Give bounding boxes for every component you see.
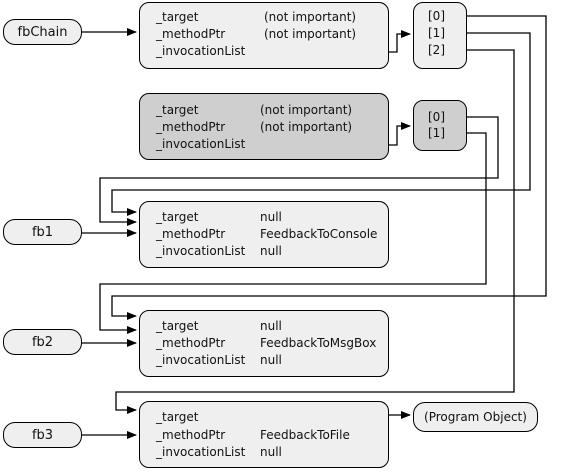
field-methodptr-label: _methodPtr — [156, 27, 226, 41]
field-methodptr-label: _methodPtr — [156, 336, 226, 350]
field-target-label: _target — [156, 10, 199, 24]
field-invocationlist-label: _invocationList — [156, 445, 246, 459]
field-target-value: null — [260, 210, 282, 224]
field-invocationlist-value: null — [260, 244, 282, 258]
field-methodptr-value: (not important) — [264, 27, 357, 41]
array-index-2: [2] — [428, 43, 445, 57]
array-index-1: [1] — [428, 26, 445, 40]
program-object-box — [413, 402, 538, 432]
field-target-value: (not important) — [260, 103, 353, 117]
field-methodptr-value: FeedbackToFile — [260, 428, 350, 442]
fb1-delegate-object — [139, 201, 389, 268]
outer-invocation-array — [413, 2, 467, 69]
field-target-label: _target — [156, 103, 199, 117]
field-invocationlist-label: _invocationList — [156, 244, 246, 258]
array-index-0: [0] — [428, 9, 445, 23]
fb1-variable-box — [3, 219, 82, 245]
field-methodptr-value: (not important) — [260, 120, 353, 134]
fb1-label: fb1 — [31, 224, 54, 240]
field-invocationlist-value: null — [260, 445, 282, 459]
fb3-variable-box — [3, 422, 82, 448]
program-object-label: (Program Object) — [424, 410, 527, 424]
fb3-label: fb3 — [31, 427, 54, 443]
field-methodptr-value: FeedbackToMsgBox — [260, 336, 377, 350]
previous-chain-delegate-object — [139, 93, 389, 160]
fb3-delegate-object — [139, 401, 389, 468]
fb2-label: fb2 — [31, 334, 54, 350]
fb2-variable-box — [3, 329, 82, 355]
field-invocationlist-label: _invocationList — [156, 137, 246, 151]
array-index-0: [0] — [428, 110, 445, 124]
fbchain-variable-box — [3, 19, 82, 45]
fbchain-label: fbChain — [17, 24, 68, 40]
field-target-label: _target — [156, 210, 199, 224]
field-invocationlist-label: _invocationList — [156, 44, 246, 58]
field-methodptr-value: FeedbackToConsole — [260, 227, 378, 241]
field-methodptr-label: _methodPtr — [156, 428, 226, 442]
field-target-value: null — [260, 319, 282, 333]
array-index-1: [1] — [428, 126, 445, 140]
chain-delegate-object — [139, 2, 389, 69]
field-target-label: _target — [156, 319, 199, 333]
field-methodptr-label: _methodPtr — [156, 227, 226, 241]
inner-invocation-array — [413, 100, 467, 151]
field-invocationlist-label: _invocationList — [156, 353, 246, 367]
field-methodptr-label: _methodPtr — [156, 120, 226, 134]
field-target-value: (not important) — [264, 10, 357, 24]
field-invocationlist-value: null — [260, 353, 282, 367]
field-target-label: _target — [156, 410, 199, 424]
fb2-delegate-object — [139, 310, 389, 377]
